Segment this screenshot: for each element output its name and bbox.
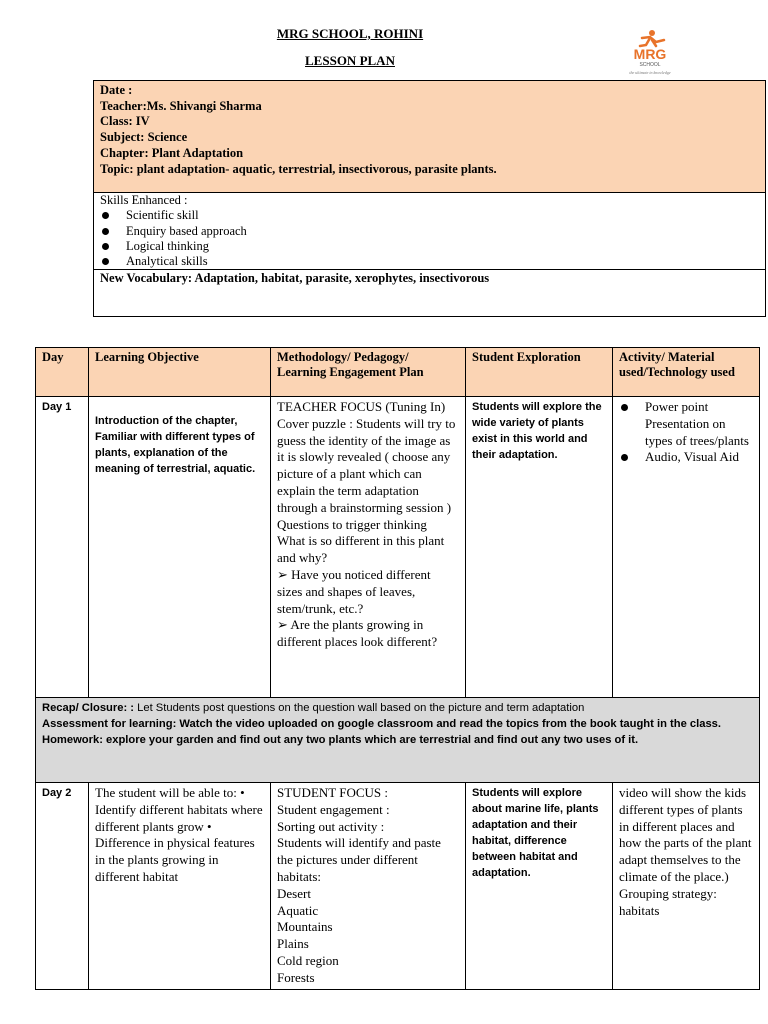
logo-subtext: SCHOOL xyxy=(639,62,661,68)
skills-section xyxy=(94,193,765,270)
school-logo xyxy=(612,28,688,78)
methodology-line: Student engagement : xyxy=(277,801,390,817)
activity-cell xyxy=(613,397,760,698)
objective-cell: Introduction of the chapter, Familiar with different types of plants, explanation of the meaning of terrestrial, aquatic. xyxy=(89,397,271,698)
chapter-field: Chapter: Plant Adaptation xyxy=(100,145,244,160)
methodology-line: Sorting out activity : xyxy=(277,818,385,834)
school-name: MRG SCHOOL, ROHINI xyxy=(276,26,424,41)
methodology-question: ➢ Have you noticed different sizes and shapes of leaves, stem/trunk, etc.? xyxy=(277,566,431,616)
bullet-icon xyxy=(102,228,109,235)
class-field: Class: IV xyxy=(100,114,150,129)
exploration-cell: Students will explore the wide variety of plants exist in this world and their adaptation. xyxy=(466,397,613,698)
habitat-item: Cold region xyxy=(277,952,339,968)
logo-text: MRG xyxy=(633,46,667,62)
habitat-item: Aquatic xyxy=(277,902,319,918)
bullet-icon xyxy=(621,454,628,461)
subject-field: Subject: Science xyxy=(100,130,188,145)
list-item: Audio, Visual Aid xyxy=(619,449,753,466)
habitat-item: Forests xyxy=(277,969,315,985)
methodology-cell xyxy=(271,397,466,698)
vocabulary: New Vocabulary: Adaptation, habitat, parasite, xerophytes, insectivorous xyxy=(100,271,490,285)
header-methodology: Methodology/ Pedagogy/ Learning Engagement Plan xyxy=(271,348,466,397)
methodology-line: STUDENT FOCUS : xyxy=(277,785,389,800)
recap-cell xyxy=(36,698,760,783)
skills-heading: Skills Enhanced : xyxy=(100,193,188,207)
document-title: LESSON PLAN xyxy=(305,53,395,68)
header-day: Day xyxy=(36,348,89,397)
methodology-text: TEACHER FOCUS (Tuning In) Cover puzzle : Students will try to guess the identity of the image as it is slowly revealed ( choose any picture of a plant which can explain the term adaptation through a brainstorming session ) Questions to trigger thinking xyxy=(277,399,456,532)
recap-row xyxy=(36,698,760,783)
assessment-text: Assessment for learning: Watch the video uploaded on google classroom and read the topics from the book taught in the class. xyxy=(42,718,722,730)
activity-cell: video will show the kids different types of plants in different places and how the parts of the plant adapt themselves to the climate of the place.) Grouping strategy: habitats xyxy=(613,783,760,990)
exploration-cell: Students will explore about marine life, plants adaptation and their habitat, difference between habitat and adaptation. xyxy=(466,783,613,990)
habitat-item: Plains xyxy=(277,936,309,952)
table-row-day1 xyxy=(36,397,760,698)
methodology-question: What is so different in this plant and why? xyxy=(277,533,445,566)
list-item: Power point Presentation on types of trees/plants xyxy=(619,399,753,449)
bullet-icon xyxy=(102,243,109,250)
logo-tagline: the ultimate in knowledge xyxy=(629,70,671,75)
lesson-details xyxy=(94,81,765,193)
lesson-info-box xyxy=(93,80,766,317)
logo-figure-icon xyxy=(612,28,688,78)
header-activity: Activity/ Material used/Technology used xyxy=(613,348,760,397)
bullet-icon xyxy=(102,258,109,265)
methodology-line: Students will identify and paste the pictures under different habitats: xyxy=(277,835,441,884)
recap-text: Let Students post questions on the question wall based on the picture and term adaptation xyxy=(134,702,585,714)
recap-label: Recap/ Closure: : xyxy=(42,702,135,714)
bullet-icon xyxy=(102,212,109,219)
habitat-item: Mountains xyxy=(277,919,333,935)
habitat-item: Desert xyxy=(277,885,311,901)
objective-cell: The student will be able to: • Identify different habitats where different plants grow • Difference in physical features in the plants growing in different habitat xyxy=(89,783,271,990)
skills-list xyxy=(100,208,759,269)
topic-field: Topic: plant adaptation- aquatic, terrestrial, insectivorous, parasite plants. xyxy=(100,161,497,176)
day-cell: Day 1 xyxy=(36,397,89,698)
teacher-field: Teacher:Ms. Shivangi Sharma xyxy=(100,98,262,113)
header-objective: Learning Objective xyxy=(89,348,271,397)
bullet-icon xyxy=(621,404,628,411)
methodology-cell xyxy=(271,783,466,990)
list-item: Analytical skills xyxy=(100,254,759,269)
methodology-question: ➢ Are the plants growing in different places look different? xyxy=(277,617,438,650)
header-exploration: Student Exploration xyxy=(466,348,613,397)
lesson-plan-table xyxy=(35,347,760,990)
table-row-day2 xyxy=(36,783,760,990)
day-cell: Day 2 xyxy=(36,783,89,990)
homework-text: Homework: explore your garden and find out any two plants which are terrestrial and find out any two uses of it. xyxy=(42,734,639,746)
list-item: Logical thinking xyxy=(100,239,759,254)
date-field: Date : xyxy=(100,83,133,97)
list-item: Enquiry based approach xyxy=(100,224,759,239)
table-header-row xyxy=(36,348,760,397)
list-item: Scientific skill xyxy=(100,208,759,223)
